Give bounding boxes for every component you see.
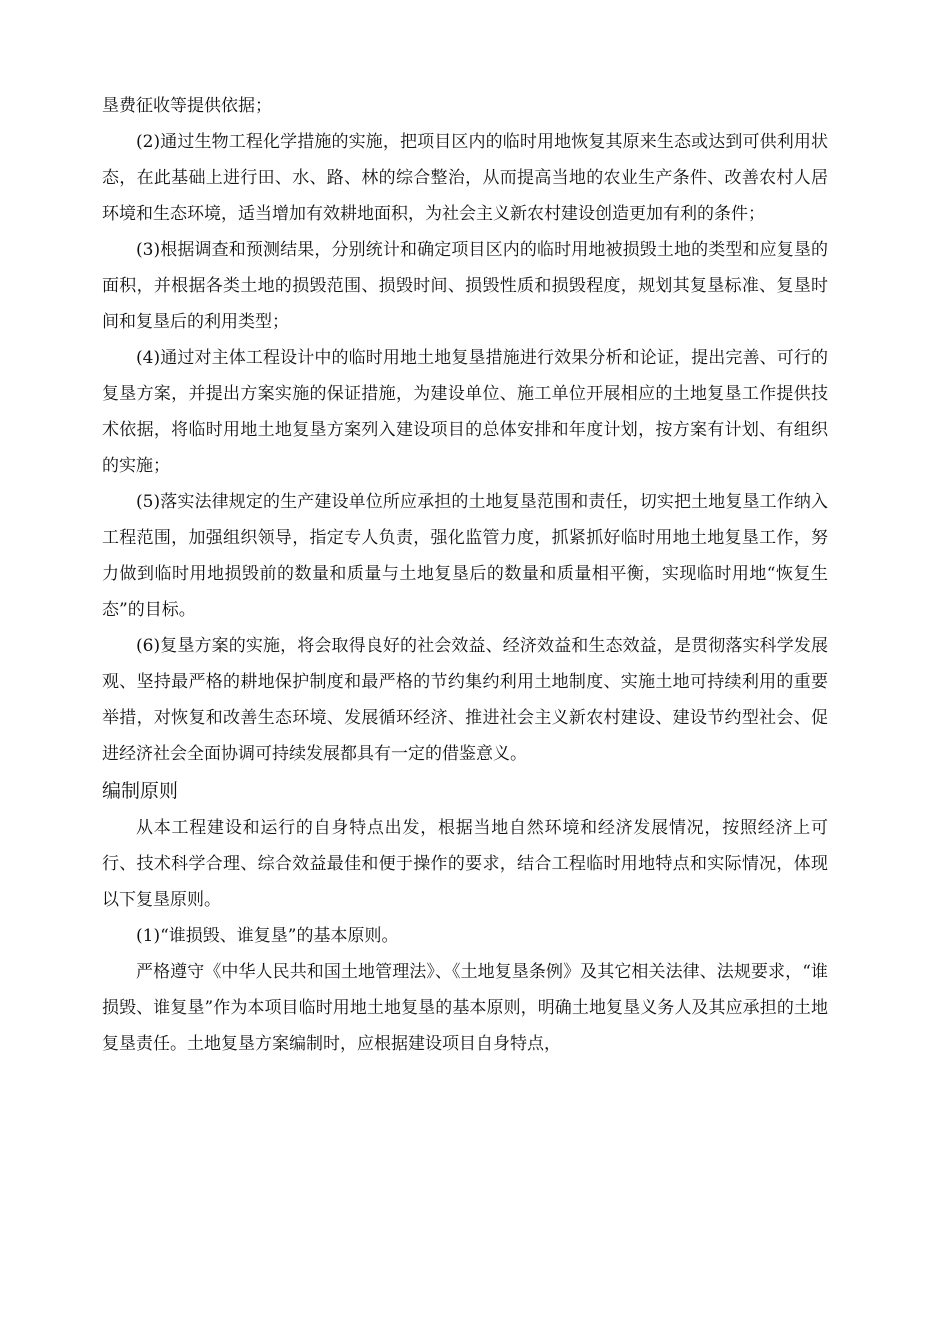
paragraph-item-5: (5)落实法律规定的生产建设单位所应承担的土地复垦范围和责任，切实把土地复垦工作纳入工程范围，加强组织领导，指定专人负责，强化监管力度，抓紧抓好临时用地土地复垦工作，努力做到临时用地损毁前的数量和质量与土地复垦后的数量和质量相平衡，实现临时用地“恢复生态”的目标。 (102, 492, 828, 620)
paragraph-intro: 从本工程建设和运行的自身特点出发，根据当地自然环境和经济发展情况，按照经济上可行、技术科学合理、综合效益最佳和便于操作的要求，结合工程临时用地特点和实际情况，体现以下复垦原则。 (102, 818, 828, 910)
section-heading: 编制原则 (102, 780, 179, 802)
paragraph-item-3: (3)根据调查和预测结果，分别统计和确定项目区内的临时用地被损毁土地的类型和应复垦的面积，并根据各类土地的损毁范围、损毁时间、损毁性质和损毁程度，规划其复垦标准、复垦时间和复垦后的利用类型； (102, 240, 828, 332)
paragraph-item-6: (6)复垦方案的实施，将会取得良好的社会效益、经济效益和生态效益，是贯彻落实科学发展观、坚持最严格的耕地保护制度和最严格的节约集约利用土地制度、实施土地可持续利用的重要举措，对恢复和改善生态环境、发展循环经济、推进社会主义新农村建设、建设节约型社会、促进经济社会全面协调可持续发展都具有一定的借鉴意义。 (102, 636, 828, 764)
document-body (102, 88, 828, 1062)
paragraph-principle-1: (1)“谁损毁、谁复垦”的基本原则。 (136, 926, 399, 946)
paragraph-item-2: (2)通过生物工程化学措施的实施，把项目区内的临时用地恢复其原来生态或达到可供利用状态，在此基础上进行田、水、路、林的综合整治，从而提高当地的农业生产条件、改善农村人居环境和生态环境，适当增加有效耕地面积，为社会主义新农村建设创造更加有利的条件； (102, 132, 828, 224)
paragraph-continuation: 垦费征收等提供依据； (102, 96, 272, 116)
paragraph-principle-1-detail: 严格遵守《中华人民共和国土地管理法》、《土地复垦条例》及其它相关法律、法规要求，“谁损毁、谁复垦”作为本项目临时用地土地复垦的基本原则，明确土地复垦义务人及其应承担的土地复垦责任。土地复垦方案编制时，应根据建设项目自身特点， (102, 962, 828, 1054)
paragraph-item-4: (4)通过对主体工程设计中的临时用地土地复垦措施进行效果分析和论证，提出完善、可行的复垦方案，并提出方案实施的保证措施，为建设单位、施工单位开展相应的土地复垦工作提供技术依据，将临时用地土地复垦方案列入建设项目的总体安排和年度计划，按方案有计划、有组织的实施； (102, 348, 828, 476)
